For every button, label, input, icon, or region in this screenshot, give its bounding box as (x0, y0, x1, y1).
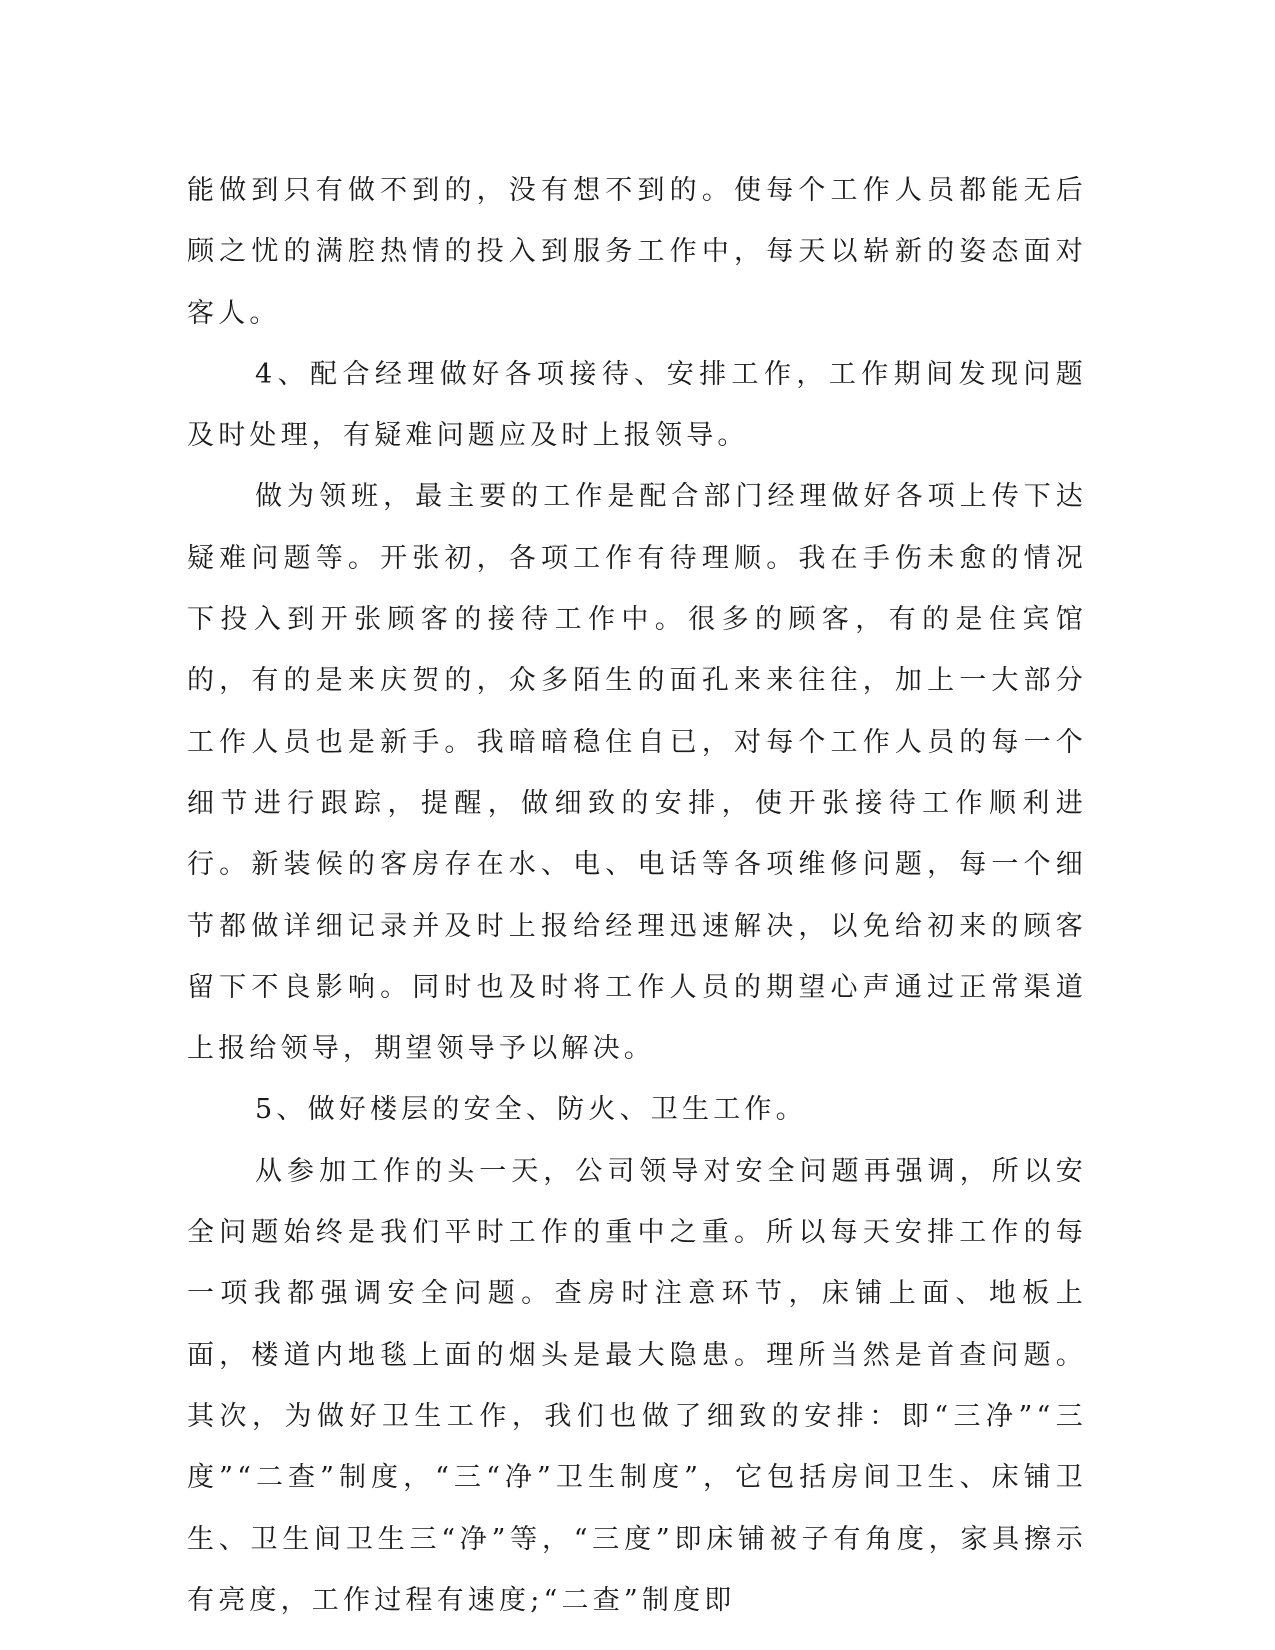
paragraph-item-5: 5、做好楼层的安全、防火、卫生工作。 (255, 1094, 807, 1126)
paragraph-item-4: 4、配合经理做好各项接待、安排工作，工作期间发现问题及时处理，有疑难问题应及时上报领导。 (187, 358, 1087, 452)
paragraph-team-leader-work: 做为领班，最主要的工作是配合部门经理做好各项上传下达疑难问题等。开张初，各项工作有待理顺。我在手伤未愈的情况下投入到开张顾客的接待工作中。很多的顾客，有的是住宾馆的，有的是来庆贺的，众多陌生的面孔来来往往，加上一大部分工作人员也是新手。我暗暗稳住自已，对每个工作人员的每一个细节进行跟踪，提醒，做细致的安排，使开张接待工作顺利进行。新装候的客房存在水、电、电话等各项维修问题，每一个细节都做详细记录并及时上报给经理迅速解决，以免给初来的顾客留下不良影响。同时也及时将工作人员的期望心声通过正常渠道上报给领导，期望领导予以解决。 (187, 481, 1087, 1065)
paragraph-continuation: 能做到只有做不到的，没有想不到的。使每个工作人员都能无后顾之忧的满腔热情的投入到服务工作中，每天以崭新的姿态面对客人。 (187, 175, 1087, 329)
paragraph-safety-hygiene: 从参加工作的头一天，公司领导对安全问题再强调，所以安全问题始终是我们平时工作的重中之重。所以每天安排工作的每一项我都强调安全问题。查房时注意环节，床铺上面、地板上面，楼道内地毯上面的烟头是最大隐患。理所当然是首查问题。其次，为做好卫生工作，我们也做了细致的安排：即“三净”“三度”“二查”制度，“三“净”卫生制度”，它包括房间卫生、床铺卫生、卫生间卫生三“净”等，“三度”即床铺被子有角度，家具擦示有亮度，工作过程有速度;“二查”制度即 (187, 1155, 1087, 1616)
document-body (187, 160, 1087, 1631)
